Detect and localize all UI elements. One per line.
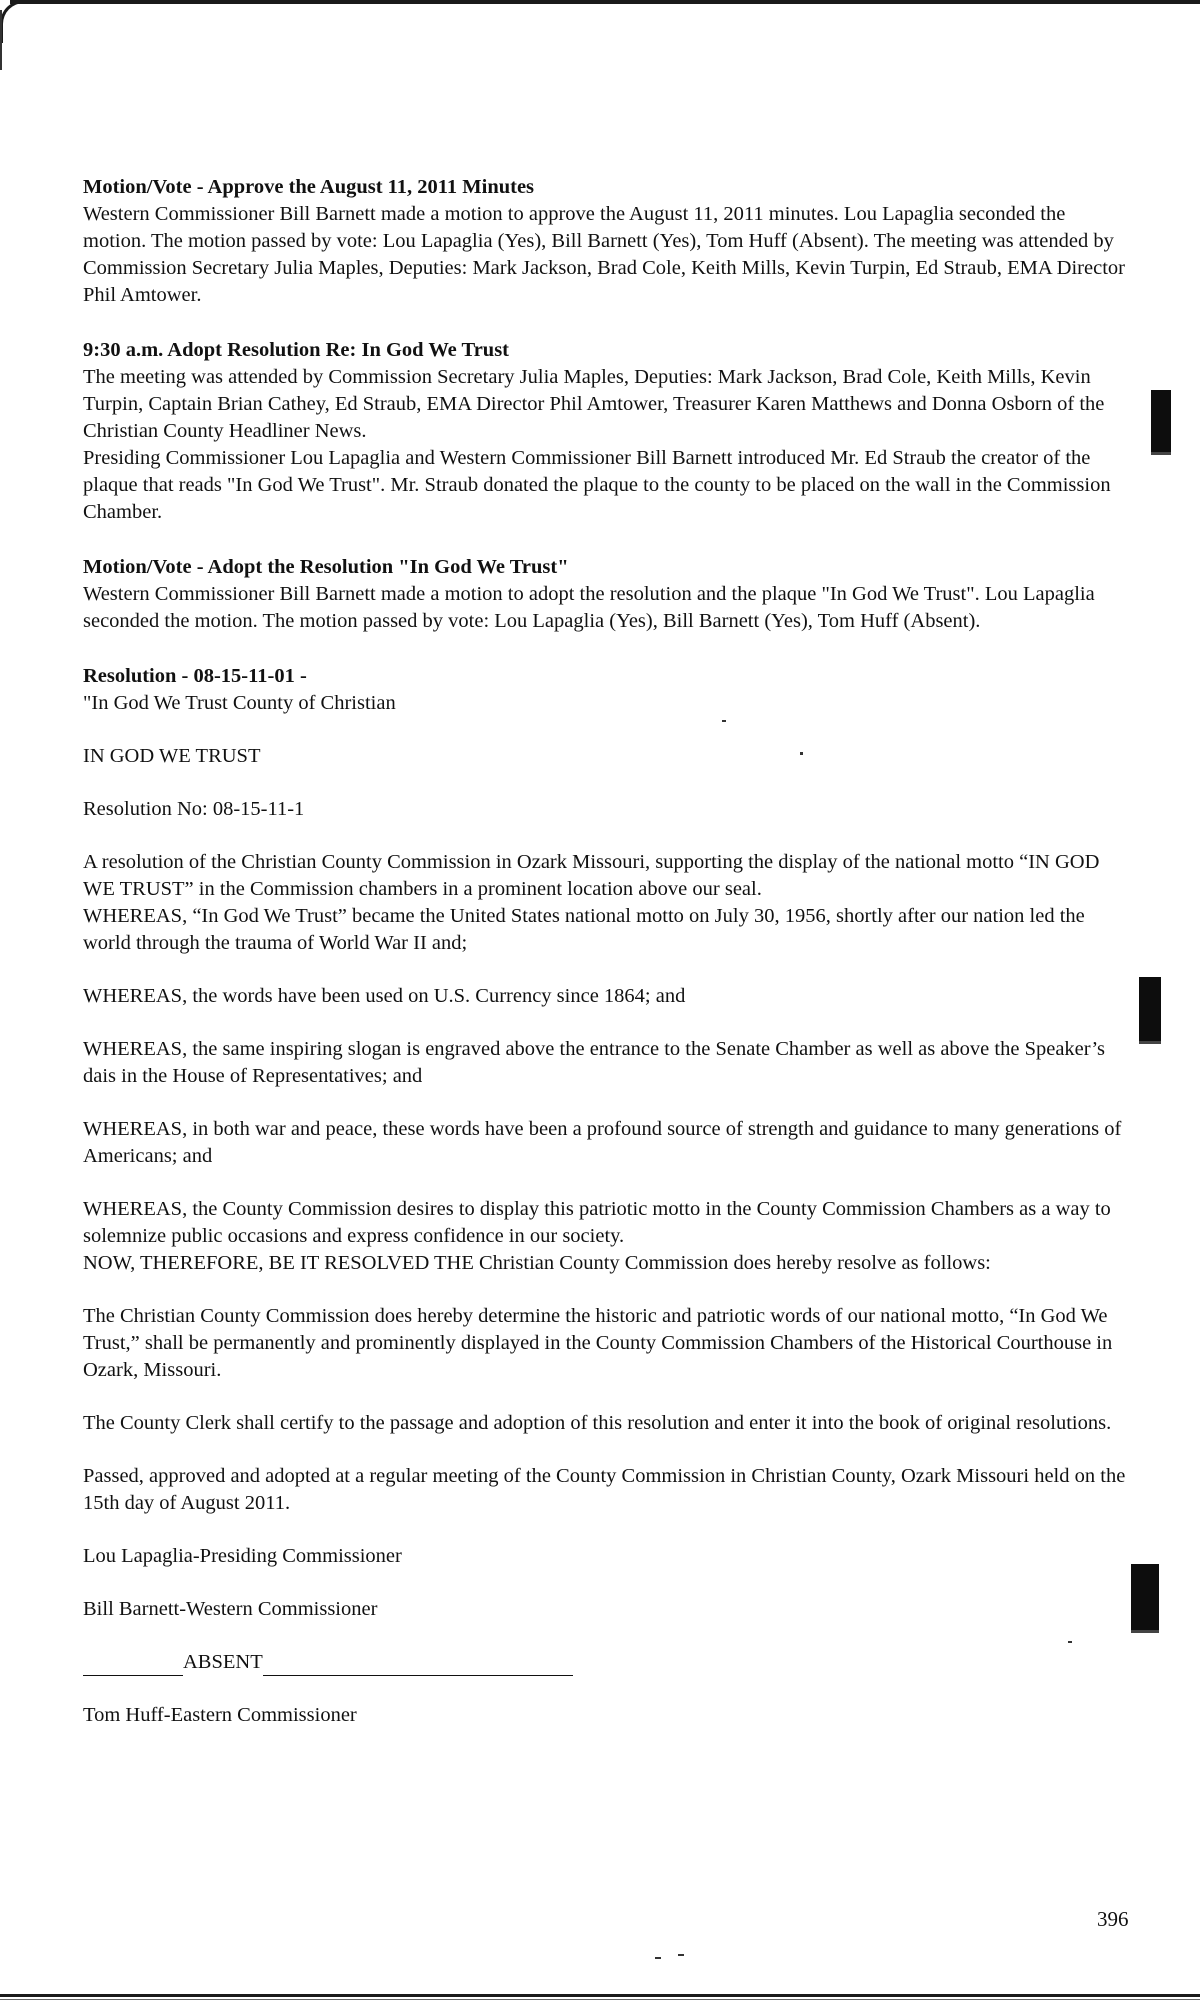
signature-western: Bill Barnett-Western Commissioner <box>83 1598 378 1620</box>
clerk-paragraph: The County Clerk shall certify to the passage and adoption of this resolution and enter it into the book of original resolutions. <box>83 1412 1112 1434</box>
absent-label: ABSENT <box>183 1651 263 1673</box>
whereas-clause: WHEREAS, “In God We Trust” became the United States national motto on July 30, 1956, shortly after our nation led the world through the trauma of World War II and; <box>83 905 1085 954</box>
adoption-paragraph: Passed, approved and adopted at a regular meeting of the County Commission in Christian County, Ozark Missouri held on the 15th day of August 2011. <box>83 1465 1126 1514</box>
signature-eastern: Tom Huff-Eastern Commissioner <box>83 1704 357 1726</box>
resolution-intro: A resolution of the Christian County Commission in Ozark Missouri, supporting the display of the national motto “IN GOD WE TRUST” in the Commission chambers in a prominent location above our seal. <box>83 851 1100 900</box>
section-body-county: "In God We Trust County of Christian <box>83 692 396 714</box>
scan-border-bottom <box>0 1994 1200 1997</box>
whereas-clause: WHEREAS, the County Commission desires to display this patriotic motto in the County Commission Chambers as a way to solemnize public occasions and express confidence in our society. <box>83 1198 1111 1247</box>
resolution-number: Resolution No: 08-15-11-1 <box>83 798 305 820</box>
whereas-clause: WHEREAS, the same inspiring slogan is engraved above the entrance to the Senate Chamber as well as above the Speaker’s dais in the House of Representatives; and <box>83 1038 1106 1087</box>
determination-paragraph: The Christian County Commission does hereby determine the historic and patriotic words of our national motto, “In God We Trust,” shall be permanently and prominently displayed in the County Commission Chambers of the Historical Courthouse in Ozark, Missouri. <box>83 1305 1113 1381</box>
resolved-clause: NOW, THEREFORE, BE IT RESOLVED THE Christian County Commission does hereby resolve as follows: <box>83 1252 991 1274</box>
signature-blank <box>83 1675 183 1676</box>
motto-line: IN GOD WE TRUST <box>83 745 261 767</box>
page-number: 396 <box>1097 1907 1129 1931</box>
signature-presiding: Lou Lapaglia-Presiding Commissioner <box>83 1545 402 1567</box>
section-body-vote-resolution: Western Commissioner Bill Barnett made a motion to adopt the resolution and the plaque "In God We Trust". Lou Lapaglia seconded the motion. The motion passed by vote: Lou Lapaglia (Yes), Bill Barnett (Yes), Tom Huff (Absent). <box>83 583 1095 632</box>
section-heading-resolution-number: Resolution - 08-15-11-01 - <box>83 665 307 687</box>
scan-speck <box>655 1957 661 1959</box>
binding-mark <box>1151 390 1171 455</box>
signature-absent-line <box>83 1649 1133 1676</box>
section-body-approve-minutes: Western Commissioner Bill Barnett made a motion to approve the August 11, 2011 minutes. Lou Lapaglia seconded the motion. The motion passed by vote: Lou Lapaglia (Yes), Bill Barnett (Yes), Tom Huff (Absent). The meeting was attended by Commission Secretary Julia Maples, Deputies: Mark Jackson, Brad Cole, Keith Mills, Kevin Turpin, Ed Straub, EMA Director Phil Amtower. <box>83 203 1125 306</box>
section-heading-adopt-resolution: 9:30 a.m. Adopt Resolution Re: In God We Trust <box>83 339 509 361</box>
scan-border-top <box>10 0 1200 4</box>
scan-speck <box>678 1954 684 1956</box>
binding-mark <box>1139 977 1161 1044</box>
document-body <box>83 174 1133 1729</box>
section-heading-vote-resolution: Motion/Vote - Adopt the Resolution "In God We Trust" <box>83 556 569 578</box>
whereas-clause: WHEREAS, the words have been used on U.S. Currency since 1864; and <box>83 985 686 1007</box>
whereas-clause: WHEREAS, in both war and peace, these words have been a profound source of strength and guidance to many generations of Americans; and <box>83 1118 1122 1167</box>
scan-border-bottom-thin <box>0 1999 1200 2000</box>
section-heading-approve-minutes: Motion/Vote - Approve the August 11, 2011 Minutes <box>83 176 535 198</box>
scan-border-left <box>0 10 2 70</box>
scan-border-corner <box>0 0 27 43</box>
section-body-plaque: Presiding Commissioner Lou Lapaglia and Western Commissioner Bill Barnett introduced Mr. Ed Straub the creator of the plaque that reads "In God We Trust". Mr. Straub donated the plaque to the county to be placed on the wall in the Commission Chamber. <box>83 447 1111 523</box>
signature-blank <box>263 1675 573 1676</box>
section-body-attendance: The meeting was attended by Commission Secretary Julia Maples, Deputies: Mark Jackson, Brad Cole, Keith Mills, Kevin Turpin, Captain Brian Cathey, Ed Straub, EMA Director Phil Amtower, Treasurer Karen Matthews and Donna Osborn of the Christian County Headliner News. <box>83 366 1105 442</box>
binding-mark <box>1131 1564 1159 1633</box>
